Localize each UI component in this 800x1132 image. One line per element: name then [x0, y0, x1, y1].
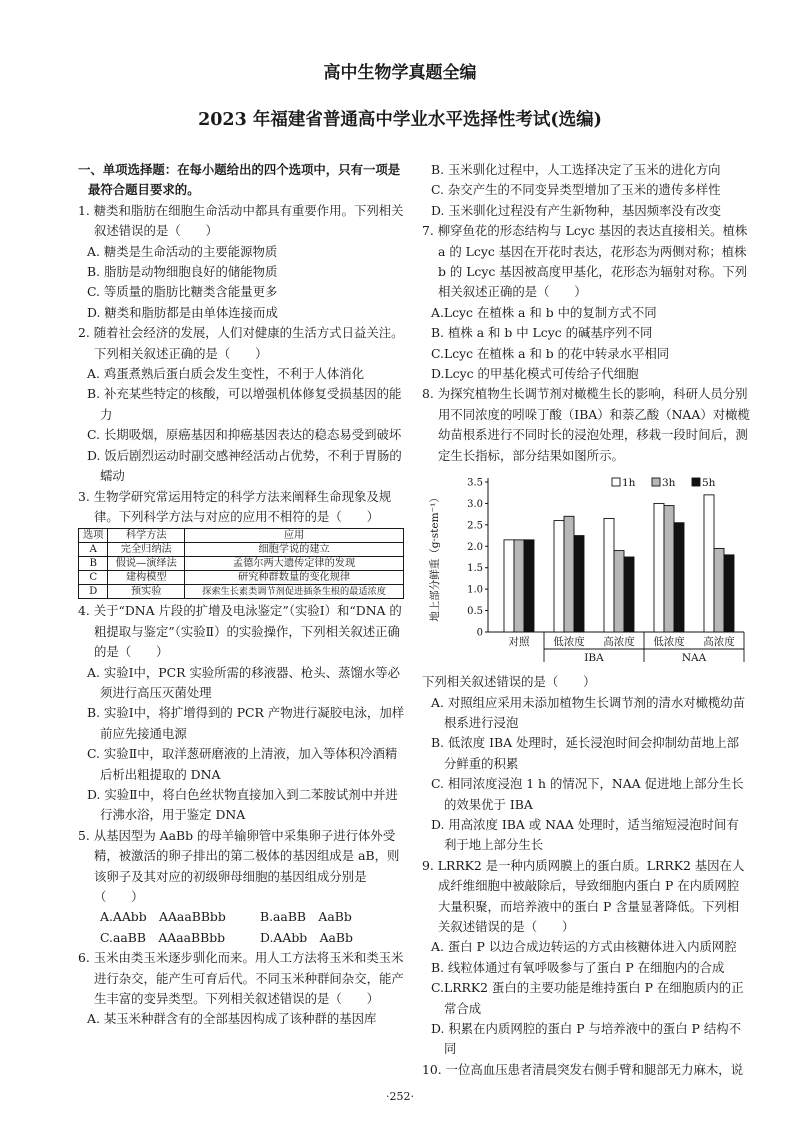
option-d: D. 玉米驯化过程没有产生新物种，基因频率没有改变 [431, 202, 721, 218]
table-cell: 研究种群数量的变化规律 [185, 571, 404, 585]
table-cell: 预实验 [108, 585, 185, 599]
table-row [79, 571, 404, 585]
bar-3h-1 [564, 516, 574, 632]
y-tick-label: 1.0 [467, 584, 483, 596]
option-d: D.AAbb AaBb [260, 929, 353, 945]
bar-chart [422, 468, 750, 668]
option-a: A.Lcyc 在植株 a 和 b 中的复制方式不同 [431, 304, 657, 320]
book-title: 高中生物学真题全编 [323, 63, 477, 83]
option-a: A. 对照组应采用未添加植物生长调节剂的清水对橄榄幼苗根系进行浸泡 [431, 694, 746, 730]
question-4 [78, 601, 406, 825]
question-10-stem: 10. 一位高血压患者清晨突发右侧手臂和腿部无力麻木，说 [422, 1061, 744, 1077]
legend-label: 5h [702, 477, 716, 490]
option-c: C.aaBB AAaaBBbb [100, 929, 226, 945]
legend-swatch-1h [612, 478, 620, 486]
y-tick-label: 3.0 [467, 499, 483, 511]
option-d: D.Lcyc 的甲基化模式可传给子代细胞 [431, 366, 639, 382]
question-7 [422, 221, 750, 384]
option-d: D. 实验Ⅱ中，将白色丝状物直接加入到二苯胺试剂中并进行沸水浴，用于鉴定 DNA [87, 786, 398, 823]
methods-table [78, 528, 404, 599]
question-stem: 5. 从基因型为 AaBb 的母羊输卵管中采集卵子进行体外受精，被激活的卵子排出的第二极体的基因组成是 aB，则该卵子及其对应的初级卵母细胞的基因组成分别是（ ） [78, 827, 400, 904]
table-cell: A [79, 543, 108, 557]
option-b: B. 补充某些特定的核酸，可以增强机体修复受损基因的能力 [87, 386, 402, 422]
bar-5h-3 [674, 523, 684, 632]
bar-chart-svg [422, 468, 750, 668]
legend-label: 1h [622, 477, 636, 490]
table-cell: 探索生长素类调节剂促进插条生根的最适浓度 [185, 585, 404, 599]
table-row [79, 543, 404, 557]
y-tick-label: 2.0 [467, 541, 483, 553]
option-a: A. 糖类是生命活动的主要能源物质 [87, 243, 278, 259]
table-header-row [79, 529, 404, 543]
option-c: C. 实验Ⅱ中，取洋葱研磨液的上清液，加入等体积冷酒精后析出粗提取的 DNA [87, 746, 398, 782]
exam-title: 2023 年福建省普通高中学业水平选择性考试(选编) [198, 110, 602, 130]
table-cell: 孟德尔两大遗传定律的发现 [185, 557, 404, 571]
table-header: 应用 [185, 529, 404, 543]
bar-1h-2 [604, 519, 614, 633]
option-b: B.aaBB AaBb [260, 909, 352, 925]
question-9 [422, 856, 750, 1060]
bar-1h-4 [704, 495, 714, 632]
option-c: C.LRRK2 蛋白的主要功能是维持蛋白 P 在细胞质内的正常合成 [431, 980, 744, 1016]
option-c: C.Lcyc 在植株 a 和 b 的花中转录水平相同 [431, 345, 670, 361]
bar-3h-4 [714, 549, 724, 633]
y-tick-label: 0.5 [467, 606, 483, 618]
option-row [78, 907, 406, 927]
question-5 [78, 826, 406, 948]
group-label: NAA [681, 652, 707, 665]
legend-label: 3h [662, 477, 676, 490]
y-tick-label: 3.5 [467, 477, 483, 489]
bar-1h-1 [554, 521, 564, 632]
bar-1h-3 [654, 504, 664, 633]
option-b: B. 玉米驯化过程中，人工选择决定了玉米的进化方向 [431, 162, 721, 177]
option-b: B. 植株 a 和 b 中 Lcyc 的碱基序列不同 [431, 325, 653, 341]
question-stem: 3. 生物学研究常运用特定的科学方法来阐释生命现象及规律。下列科学方法与对应的应用不相符的是（ ） [78, 488, 392, 524]
x-category-label: 高浓度 [703, 636, 735, 649]
option-a: A.AAbb AAaaBBbb [100, 909, 226, 925]
option-c: C. 长期吸烟，原癌基因和抑癌基因表达的稳态易受到破坏 [87, 427, 402, 443]
option-b: B. 实验Ⅰ中，将扩增得到的 PCR 产物进行凝胶电泳，加样前应先接通电源 [87, 705, 405, 741]
bar-5h-0 [524, 540, 534, 632]
question-1 [78, 201, 406, 323]
bar-3h-3 [664, 506, 674, 632]
question-stem: 8. 为探究植物生长调节剂对橄榄生长的影响，科研人员分别用不同浓度的吲哚丁酸（IBA）和萘乙酸（NAA）对橄榄幼苗根系进行不同时长的浸泡处理，移栽一段时间后，测定生长指标，部分结果如图所示。 [422, 386, 750, 463]
bar-5h-2 [624, 557, 634, 632]
bar-5h-1 [574, 536, 584, 632]
y-axis-label: 地上部分鲜重（g·stem⁻¹） [429, 492, 441, 622]
option-d: D. 积累在内质网腔的蛋白 P 与培养液中的蛋白 P 结构不同 [431, 1021, 742, 1057]
legend-swatch-3h [652, 478, 660, 486]
x-category-label: 高浓度 [603, 636, 635, 649]
table-header: 科学方法 [108, 529, 185, 543]
y-tick-label: 1.5 [467, 563, 483, 575]
option-d: D. 饭后剧烈运动时副交感神经活动占优势，不利于胃肠的蠕动 [87, 447, 402, 484]
question-stem: 7. 柳穿鱼花的形态结构与 Lcyc 基因的表达直接相关。植株 a 的 Lcyc 基因在开花时表达，花形态为两侧对称；植株 b 的 Lcyc 基因被高度甲基化，花形态为辐射对称。下列相关叙述正确的是（ ） [422, 223, 748, 300]
table-cell: 假说—演绎法 [108, 557, 185, 571]
left-column [78, 160, 406, 1030]
option-c: C. 杂交产生的不同变异类型增加了玉米的遗传多样性 [431, 182, 721, 198]
bar-5h-4 [724, 555, 734, 632]
option-c: C. 等质量的脂肪比糖类含能量更多 [87, 284, 278, 300]
legend-swatch-5h [692, 478, 700, 486]
table-cell: 建构模型 [108, 571, 185, 585]
table-cell: D [79, 585, 108, 599]
question-stem: 4. 关于“DNA 片段的扩增及电泳鉴定”（实验Ⅰ）和“DNA 的粗提取与鉴定”（实验Ⅱ）的实验操作，下列相关叙述正确的是（ ） [78, 603, 402, 660]
table-cell: 细胞学说的建立 [185, 543, 404, 557]
question-8 [422, 384, 750, 855]
question-stem: 9. LRRK2 是一种内质网膜上的蛋白质。LRRK2 基因在人成纤维细胞中被敲除后，导致细胞内蛋白 P 在内质网腔大量积聚，而培养液中的蛋白 P 含量显著降低。下列相关叙述错误的是（ ） [422, 857, 745, 934]
option-a: A. 鸡蛋煮熟后蛋白质会发生变性，不利于人体消化 [87, 366, 365, 382]
question-stem: 6. 玉米由类玉米逐步驯化而来。用人工方法将玉米和类玉米进行杂交，能产生可育后代。不同玉米种群间杂交，能产生丰富的变异类型。下列相关叙述错误的是（ ） [78, 950, 404, 1007]
table-row [79, 585, 404, 599]
table-row [79, 557, 404, 571]
x-category-label: 低浓度 [553, 636, 585, 649]
option-b: B. 线粒体通过有氧呼吸参与了蛋白 P 在细胞内的合成 [431, 959, 725, 975]
table-cell: C [79, 571, 108, 585]
question-stem: 1. 糖类和脂肪在细胞生命活动中都具有重要作用。下列相关叙述错误的是（ ） [78, 202, 404, 239]
bar-3h-2 [614, 551, 624, 632]
right-column [422, 160, 750, 1080]
page-number: ·252· [386, 1090, 414, 1103]
option-b: B. 低浓度 IBA 处理时，延长浸泡时间会抑制幼苗地上部分鲜重的积累 [431, 735, 740, 771]
bar-3h-0 [514, 540, 524, 632]
question-3 [78, 487, 406, 600]
option-d: D. 糖类和脂肪都是由单体连接而成 [87, 304, 278, 320]
question-2 [78, 323, 406, 486]
option-a: A. 蛋白 P 以边合成边转运的方式由核糖体进入内质网腔 [431, 939, 737, 955]
y-tick-label: 0 [476, 627, 483, 639]
question-stem: 2. 随着社会经济的发展，人们对健康的生活方式日益关注。下列相关叙述正确的是（ ） [78, 325, 404, 361]
question-follow-up: 下列相关叙述错误的是（ ） [422, 674, 596, 690]
option-c: C. 相同浓度浸泡 1 h 的情况下，NAA 促进地上部分生长的效果优于 IBA [431, 776, 744, 812]
x-category-label: 对照 [508, 636, 530, 649]
group-label: IBA [584, 652, 604, 665]
bar-1h-0 [504, 540, 514, 632]
option-b: B. 脂肪是动物细胞良好的储能物质 [87, 264, 278, 280]
option-a: A. 实验Ⅰ中，PCR 实验所需的移液器、枪头、蒸馏水等必须进行高压灭菌处理 [87, 664, 401, 700]
question-6 [78, 948, 406, 1030]
option-row [78, 928, 406, 948]
table-cell: 完全归纳法 [108, 543, 185, 557]
x-category-label: 低浓度 [653, 636, 685, 649]
section-heading: 一、单项选择题：在每小题给出的四个选项中，只有一项是最符合题目要求的。 [78, 162, 401, 198]
table-header: 选项 [79, 529, 108, 543]
option-d: D. 用高浓度 IBA 或 NAA 处理时，适当缩短浸泡时间有利于地上部分生长 [431, 816, 739, 853]
y-tick-label: 2.5 [467, 520, 483, 532]
option-a: A. 某玉米种群含有的全部基因构成了该种群的基因库 [87, 1011, 377, 1027]
table-cell: B [79, 557, 108, 571]
